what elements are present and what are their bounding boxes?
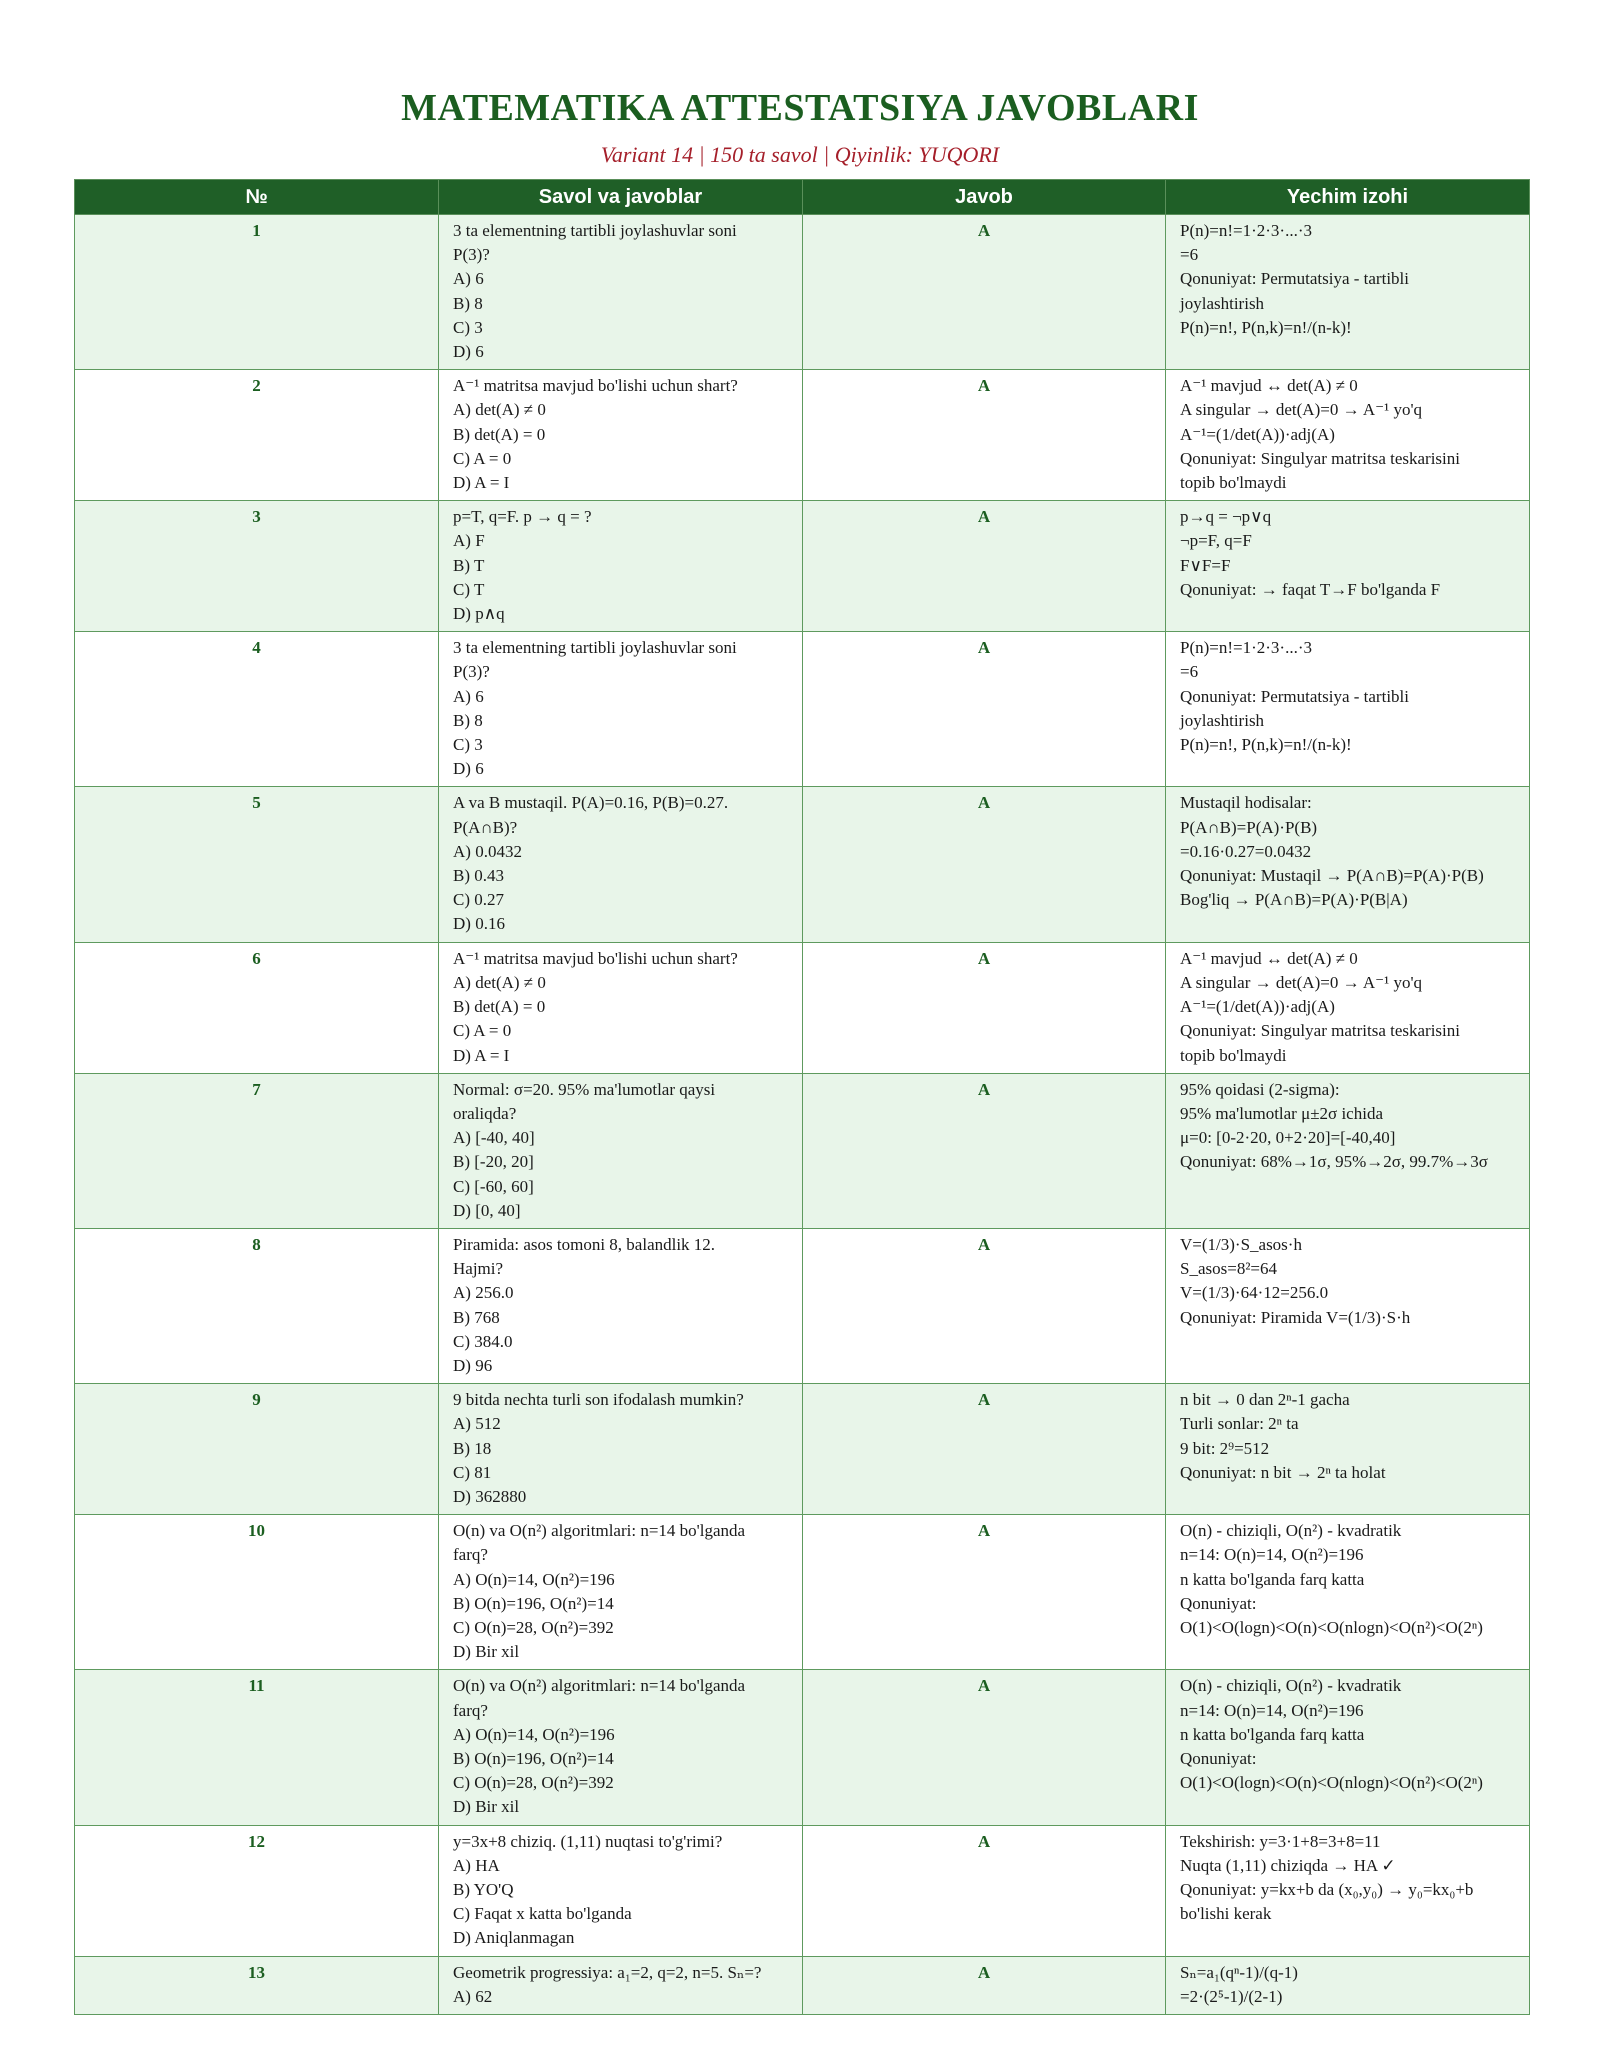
question-cell xyxy=(439,632,803,787)
question-line: C) 384.0 xyxy=(453,1331,513,1351)
question-line: C) T xyxy=(453,579,485,599)
question-number: 8 xyxy=(75,1228,439,1383)
answer-letter: A xyxy=(803,1670,1166,1825)
question-line: A) F xyxy=(453,531,485,551)
explanation-line: A⁻¹=(1/det(A))·adj(A) xyxy=(1180,424,1335,444)
question-text: y=3x+8 chiziq. (1,11) nuqtasi to'g'rimi? xyxy=(453,1831,723,1851)
explanation-line: n=14: O(n)=14, O(n²)=196 xyxy=(1180,1545,1364,1565)
explanation-line: O(n) - chiziqli, O(n²) - kvadratik xyxy=(1180,1676,1402,1696)
explanation-cell xyxy=(1166,942,1530,1073)
question-line: P(A∩B)? xyxy=(453,817,518,837)
explanation-line: topib bo'lmaydi xyxy=(1180,1045,1287,1065)
explanation-line: Qonuniyat: 68%→1σ, 95%→2σ, 99.7%→3σ xyxy=(1180,1152,1488,1172)
question-number: 13 xyxy=(75,1956,439,2014)
question-number: 7 xyxy=(75,1073,439,1228)
table-row xyxy=(75,1956,1530,2014)
answer-letter: A xyxy=(803,1228,1166,1383)
explanation-line: p→q = ¬p∨q xyxy=(1180,507,1272,527)
explanation-line: n bit → 0 dan 2ⁿ-1 gacha xyxy=(1180,1390,1350,1410)
explanation-line: =0.16·0.27=0.0432 xyxy=(1180,841,1312,861)
question-line: B) [-20, 20] xyxy=(453,1152,534,1172)
answer-letter: A xyxy=(803,1956,1166,2014)
question-line: P(3)? xyxy=(453,245,490,265)
header-answer: Javob xyxy=(803,180,1166,215)
question-cell xyxy=(439,1515,803,1670)
question-text: Geometrik progressiya: a₁=2, q=2, n=5. Sₙ=? xyxy=(453,1962,762,1982)
question-line: B) 8 xyxy=(453,293,483,313)
answer-letter: A xyxy=(803,1825,1166,1956)
table-header-row xyxy=(75,180,1530,215)
explanation-cell xyxy=(1166,370,1530,501)
answer-letter: A xyxy=(803,501,1166,632)
question-line: D) 362880 xyxy=(453,1486,527,1506)
question-cell xyxy=(439,370,803,501)
explanation-line: joylashtirish xyxy=(1180,710,1265,730)
question-text: O(n) va O(n²) algoritmlari: n=14 bo'lganda xyxy=(453,1676,746,1696)
question-text: Normal: σ=20. 95% ma'lumotlar qaysi xyxy=(453,1079,716,1099)
explanation-line: P(n)=n!=1·2·3·...·3 xyxy=(1180,638,1313,658)
explanation-line: 9 bit: 2⁹=512 xyxy=(1180,1438,1270,1458)
question-line: D) [0, 40] xyxy=(453,1200,521,1220)
question-number: 9 xyxy=(75,1384,439,1515)
question-line: A) 62 xyxy=(453,1986,493,2006)
answer-letter: A xyxy=(803,787,1166,942)
table-row xyxy=(75,370,1530,501)
question-cell xyxy=(439,215,803,370)
question-number: 10 xyxy=(75,1515,439,1670)
question-number: 11 xyxy=(75,1670,439,1825)
explanation-line: A singular → det(A)=0 → A⁻¹ yo'q xyxy=(1180,400,1423,420)
question-number: 6 xyxy=(75,942,439,1073)
question-line: farq? xyxy=(453,1545,488,1565)
explanation-line: Qonuniyat: xyxy=(1180,1593,1257,1613)
explanation-line: Qonuniyat: xyxy=(1180,1748,1257,1768)
explanation-line: n katta bo'lganda farq katta xyxy=(1180,1569,1365,1589)
explanation-line: A⁻¹ mavjud ↔ det(A) ≠ 0 xyxy=(1180,376,1358,396)
question-line: B) T xyxy=(453,555,485,575)
question-line: D) 96 xyxy=(453,1355,493,1375)
table-row xyxy=(75,942,1530,1073)
question-number: 1 xyxy=(75,215,439,370)
explanation-cell xyxy=(1166,1228,1530,1383)
answer-letter: A xyxy=(803,632,1166,787)
table-row xyxy=(75,501,1530,632)
explanation-line: O(1)<O(logn)<O(n)<O(nlogn)<O(n²)<O(2ⁿ) xyxy=(1180,1773,1483,1793)
explanation-cell xyxy=(1166,1670,1530,1825)
explanation-line: A singular → det(A)=0 → A⁻¹ yo'q xyxy=(1180,972,1423,992)
explanation-cell xyxy=(1166,787,1530,942)
question-text: Piramida: asos tomoni 8, balandlik 12. xyxy=(453,1234,716,1254)
question-line: D) p∧q xyxy=(453,604,505,624)
answer-letter: A xyxy=(803,1073,1166,1228)
question-line: D) Bir xil xyxy=(453,1797,520,1817)
question-text: A va B mustaqil. P(A)=0.16, P(B)=0.27. xyxy=(453,793,729,813)
question-line: D) A = I xyxy=(453,1045,510,1065)
question-line: Hajmi? xyxy=(453,1259,504,1279)
question-text: 3 ta elementning tartibli joylashuvlar soni xyxy=(453,638,737,658)
page-title: MATEMATIKA ATTESTATSIYA JAVOBLARI xyxy=(401,87,1199,129)
question-line: A) 0.0432 xyxy=(453,841,522,861)
explanation-line: Bog'liq → P(A∩B)=P(A)·P(B|A) xyxy=(1180,890,1408,910)
explanation-line: Qonuniyat: Singulyar matritsa teskarisini xyxy=(1180,1021,1460,1041)
question-line: A) 256.0 xyxy=(453,1283,514,1303)
question-line: B) 0.43 xyxy=(453,866,504,886)
question-line: C) Faqat x katta bo'lganda xyxy=(453,1904,632,1924)
answer-letter: A xyxy=(803,1384,1166,1515)
explanation-line: Qonuniyat: y=kx+b da (x₀,y₀) → y₀=kx₀+b xyxy=(1180,1880,1474,1899)
question-line: A) HA xyxy=(453,1855,500,1875)
question-cell xyxy=(439,1228,803,1383)
explanation-cell xyxy=(1166,1384,1530,1515)
question-line: B) det(A) = 0 xyxy=(453,997,546,1017)
explanation-line: bo'lishi kerak xyxy=(1180,1904,1272,1924)
question-text: 3 ta elementning tartibli joylashuvlar soni xyxy=(453,221,737,240)
answers-table xyxy=(74,179,1530,2015)
explanation-line: Nuqta (1,11) chiziqda → HA ✓ xyxy=(1180,1855,1396,1875)
answer-letter: A xyxy=(803,215,1166,370)
explanation-line: n=14: O(n)=14, O(n²)=196 xyxy=(1180,1700,1364,1720)
question-line: A) 6 xyxy=(453,686,484,706)
question-line: B) O(n)=196, O(n²)=14 xyxy=(453,1593,614,1613)
explanation-line: n katta bo'lganda farq katta xyxy=(1180,1724,1365,1744)
explanation-line: S_asos=8²=64 xyxy=(1180,1259,1278,1279)
explanation-line: F∨F=F xyxy=(1180,555,1231,575)
question-cell xyxy=(439,1825,803,1956)
explanation-line: ¬p=F, q=F xyxy=(1180,531,1252,551)
question-number: 5 xyxy=(75,787,439,942)
explanation-line: topib bo'lmaydi xyxy=(1180,473,1287,493)
table-row xyxy=(75,1825,1530,1956)
question-line: D) Bir xil xyxy=(453,1642,520,1662)
explanation-line: O(1)<O(logn)<O(n)<O(nlogn)<O(n²)<O(2ⁿ) xyxy=(1180,1617,1483,1637)
explanation-line: Qonuniyat: Piramida V=(1/3)·S·h xyxy=(1180,1307,1411,1327)
header-question: Savol va javoblar xyxy=(439,180,803,215)
explanation-line: μ=0: [0-2·20, 0+2·20]=[-40,40] xyxy=(1180,1128,1396,1148)
question-text: 9 bitda nechta turli son ifodalash mumkin? xyxy=(453,1390,744,1410)
table-row xyxy=(75,1670,1530,1825)
table-row xyxy=(75,632,1530,787)
explanation-line: Sₙ=a₁(qⁿ-1)/(q-1) xyxy=(1180,1962,1298,1982)
explanation-line: =6 xyxy=(1180,245,1199,265)
explanation-cell xyxy=(1166,215,1530,370)
question-line: C) O(n)=28, O(n²)=392 xyxy=(453,1773,614,1793)
explanation-cell xyxy=(1166,1825,1530,1956)
question-line: C) 81 xyxy=(453,1462,492,1482)
explanation-line: 95% ma'lumotlar μ±2σ ichida xyxy=(1180,1103,1383,1123)
question-cell xyxy=(439,1073,803,1228)
explanation-line: Turli sonlar: 2ⁿ ta xyxy=(1180,1414,1299,1434)
question-text: A⁻¹ matritsa mavjud bo'lishi uchun shart? xyxy=(453,376,738,396)
table-row xyxy=(75,1515,1530,1670)
explanation-line: A⁻¹=(1/det(A))·adj(A) xyxy=(1180,997,1335,1017)
explanation-line: Tekshirish: y=3·1+8=3+8=11 xyxy=(1180,1831,1381,1851)
question-line: P(3)? xyxy=(453,662,490,682)
question-line: oraliqda? xyxy=(453,1103,517,1123)
explanation-line: P(n)=n!, P(n,k)=n!/(n-k)! xyxy=(1180,317,1352,337)
table-row xyxy=(75,1384,1530,1515)
question-cell xyxy=(439,787,803,942)
table-row xyxy=(75,787,1530,942)
question-line: C) 3 xyxy=(453,735,483,755)
answer-letter: A xyxy=(803,1515,1166,1670)
explanation-line: Mustaqil hodisalar: xyxy=(1180,793,1312,813)
question-line: B) 768 xyxy=(453,1307,500,1327)
question-line: farq? xyxy=(453,1700,488,1720)
question-line: C) 3 xyxy=(453,317,483,337)
question-cell xyxy=(439,1384,803,1515)
question-line: A) det(A) ≠ 0 xyxy=(453,400,546,420)
question-text: A⁻¹ matritsa mavjud bo'lishi uchun shart? xyxy=(453,948,738,968)
question-line: B) det(A) = 0 xyxy=(453,424,546,444)
question-line: A) 6 xyxy=(453,269,484,289)
explanation-line: P(A∩B)=P(A)·P(B) xyxy=(1180,817,1318,837)
explanation-line: V=(1/3)·S_asos·h xyxy=(1180,1234,1302,1254)
explanation-line: V=(1/3)·64·12=256.0 xyxy=(1180,1283,1329,1303)
explanation-line: P(n)=n!, P(n,k)=n!/(n-k)! xyxy=(1180,735,1352,755)
table-row xyxy=(75,1228,1530,1383)
explanation-line: Qonuniyat: n bit → 2ⁿ ta holat xyxy=(1180,1462,1386,1482)
explanation-line: 95% qoidasi (2-sigma): xyxy=(1180,1079,1340,1099)
question-cell xyxy=(439,1956,803,2014)
answer-letter: A xyxy=(803,370,1166,501)
explanation-cell xyxy=(1166,632,1530,787)
question-line: A) O(n)=14, O(n²)=196 xyxy=(453,1724,615,1744)
question-line: A) O(n)=14, O(n²)=196 xyxy=(453,1569,615,1589)
question-text: p=T, q=F. p → q = ? xyxy=(453,507,592,527)
question-line: D) 6 xyxy=(453,759,484,779)
explanation-line: Qonuniyat: Mustaqil → P(A∩B)=P(A)·P(B) xyxy=(1180,866,1484,886)
explanation-cell xyxy=(1166,1073,1530,1228)
question-line: D) Aniqlanmagan xyxy=(453,1928,575,1948)
question-line: D) 6 xyxy=(453,342,484,362)
explanation-line: =2·(2⁵-1)/(2-1) xyxy=(1180,1986,1283,2006)
question-line: C) A = 0 xyxy=(453,1021,512,1041)
explanation-cell xyxy=(1166,1515,1530,1670)
question-text: O(n) va O(n²) algoritmlari: n=14 bo'lganda xyxy=(453,1521,746,1541)
explanation-cell xyxy=(1166,1956,1530,2014)
question-number: 3 xyxy=(75,501,439,632)
question-line: C) [-60, 60] xyxy=(453,1176,534,1196)
question-line: B) 18 xyxy=(453,1438,492,1458)
question-line: A) 512 xyxy=(453,1414,501,1434)
table-row xyxy=(75,1073,1530,1228)
question-line: C) A = 0 xyxy=(453,448,512,468)
question-line: A) det(A) ≠ 0 xyxy=(453,972,546,992)
question-cell xyxy=(439,942,803,1073)
explanation-line: joylashtirish xyxy=(1180,293,1265,313)
question-line: A) [-40, 40] xyxy=(453,1128,535,1148)
explanation-line: Qonuniyat: Permutatsiya - tartibli xyxy=(1180,686,1409,706)
explanation-line: =6 xyxy=(1180,662,1199,682)
page-subtitle: Variant 14 | 150 ta savol | Qiyinlik: YUQORI xyxy=(600,142,1000,167)
question-number: 4 xyxy=(75,632,439,787)
answer-letter: A xyxy=(803,942,1166,1073)
explanation-line: Qonuniyat: → faqat T→F bo'lganda F xyxy=(1180,579,1441,599)
question-number: 12 xyxy=(75,1825,439,1956)
table-row xyxy=(75,215,1530,370)
question-line: C) 0.27 xyxy=(453,890,504,910)
explanation-cell xyxy=(1166,501,1530,632)
explanation-line: Qonuniyat: Singulyar matritsa teskarisini xyxy=(1180,448,1460,468)
explanation-line: O(n) - chiziqli, O(n²) - kvadratik xyxy=(1180,1521,1402,1541)
explanation-line: A⁻¹ mavjud ↔ det(A) ≠ 0 xyxy=(1180,948,1358,968)
question-line: B) YO'Q xyxy=(453,1880,514,1899)
question-number: 2 xyxy=(75,370,439,501)
header-explanation: Yechim izohi xyxy=(1166,180,1530,215)
question-cell xyxy=(439,1670,803,1825)
question-line: D) 0.16 xyxy=(453,914,505,934)
explanation-line: Qonuniyat: Permutatsiya - tartibli xyxy=(1180,269,1409,289)
question-line: D) A = I xyxy=(453,473,510,493)
question-line: C) O(n)=28, O(n²)=392 xyxy=(453,1617,614,1637)
question-line: B) O(n)=196, O(n²)=14 xyxy=(453,1748,614,1768)
question-line: B) 8 xyxy=(453,710,483,730)
question-cell xyxy=(439,501,803,632)
header-number: № xyxy=(75,180,439,215)
explanation-line: P(n)=n!=1·2·3·...·3 xyxy=(1180,221,1313,240)
